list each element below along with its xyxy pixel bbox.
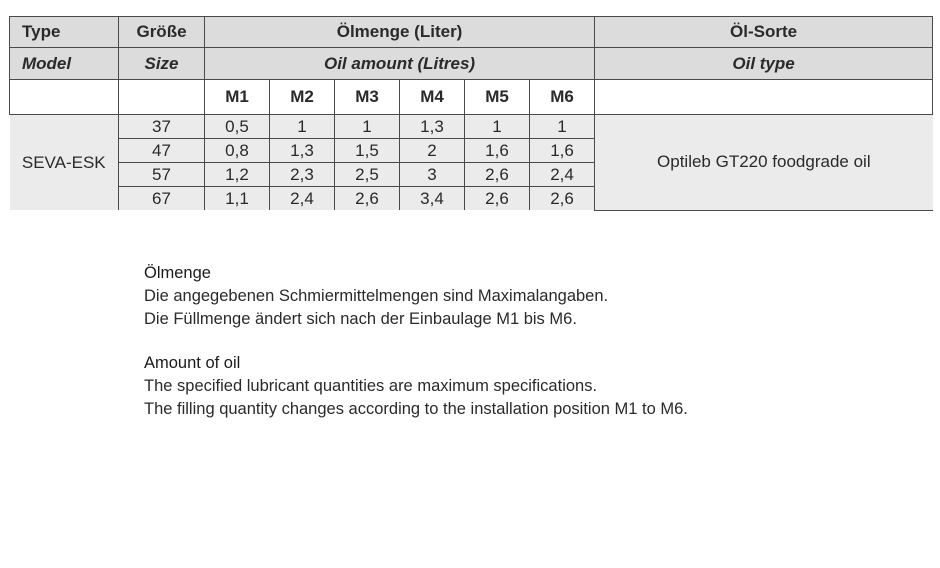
blank-cell: [10, 80, 119, 115]
model-name: SEVA-ESK: [10, 115, 119, 211]
oil-amount-table: [9, 16, 933, 211]
value-cell: 2,6: [530, 187, 595, 211]
value-cell: 2,4: [270, 187, 335, 211]
oil-type-cell: Optileb GT220 foodgrade oil: [595, 115, 933, 211]
value-cell: 2,3: [270, 163, 335, 187]
notes-section: [144, 262, 688, 421]
header-row-german: [10, 17, 933, 48]
value-cell: 2,6: [335, 187, 400, 211]
value-cell: 1: [530, 115, 595, 139]
position-m4: M4: [400, 80, 465, 115]
header-amount: Ölmenge (Liter): [205, 17, 595, 48]
position-m5: M5: [465, 80, 530, 115]
note-line: The filling quantity changes according to the installation position M1 to M6.: [144, 400, 688, 418]
size-cell: 57: [119, 163, 205, 187]
header-model: Model: [10, 48, 119, 80]
value-cell: 3,4: [400, 187, 465, 211]
header-size: Größe: [119, 17, 205, 48]
value-cell: 1,6: [465, 139, 530, 163]
value-cell: 2,6: [465, 163, 530, 187]
note-title-german: Ölmenge: [144, 264, 211, 282]
header-row-english: [10, 48, 933, 80]
position-m6: M6: [530, 80, 595, 115]
value-cell: 1: [465, 115, 530, 139]
value-cell: 2: [400, 139, 465, 163]
header-oil-type: Öl-Sorte: [595, 17, 933, 48]
position-m2: M2: [270, 80, 335, 115]
value-cell: 0,5: [205, 115, 270, 139]
value-cell: 1: [335, 115, 400, 139]
header-type: Type: [10, 17, 119, 48]
note-line: The specified lubricant quantities are maximum specifications.: [144, 377, 598, 395]
value-cell: 1,1: [205, 187, 270, 211]
value-cell: 1,3: [270, 139, 335, 163]
value-cell: 3: [400, 163, 465, 187]
position-m3: M3: [335, 80, 400, 115]
size-cell: 47: [119, 139, 205, 163]
blank-cell: [119, 80, 205, 115]
position-m1: M1: [205, 80, 270, 115]
mounting-position-row: [10, 80, 933, 115]
note-line: Die Füllmenge ändert sich nach der Einbaulage M1 bis M6.: [144, 310, 577, 328]
header-amount-en: Oil amount (Litres): [205, 48, 595, 80]
value-cell: 1,2: [205, 163, 270, 187]
blank-cell: [595, 80, 933, 115]
value-cell: 1,6: [530, 139, 595, 163]
note-title-english: Amount of oil: [144, 354, 241, 372]
table-row: [10, 115, 933, 139]
value-cell: 1,3: [400, 115, 465, 139]
spacer: [144, 331, 688, 352]
value-cell: 0,8: [205, 139, 270, 163]
header-size-en: Size: [119, 48, 205, 80]
value-cell: 2,4: [530, 163, 595, 187]
value-cell: 1,5: [335, 139, 400, 163]
size-cell: 67: [119, 187, 205, 211]
size-cell: 37: [119, 115, 205, 139]
value-cell: 2,6: [465, 187, 530, 211]
note-line: Die angegebenen Schmiermittelmengen sind Maximalangaben.: [144, 287, 609, 305]
header-oil-type-en: Oil type: [595, 48, 933, 80]
value-cell: 2,5: [335, 163, 400, 187]
value-cell: 1: [270, 115, 335, 139]
